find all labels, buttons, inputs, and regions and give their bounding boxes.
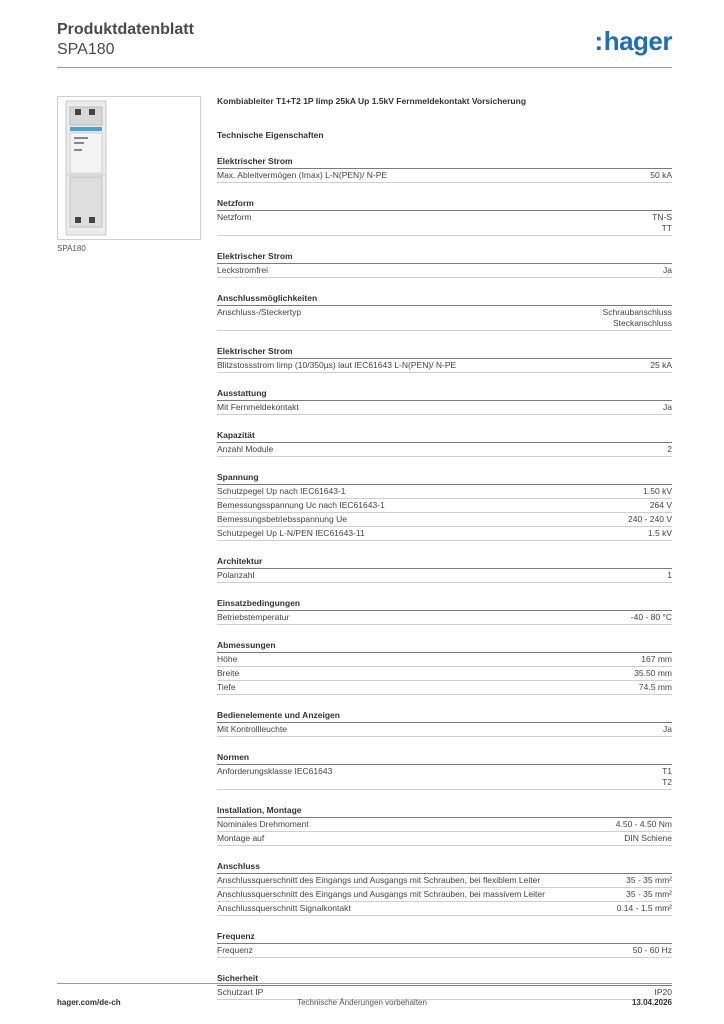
spec-section [217,639,672,695]
spec-value [657,724,672,735]
footer-notice: Technische Änderungen vorbehalten [297,998,427,1007]
spec-value-line: TT [661,223,672,233]
spec-value-line: 240 - 240 V [628,514,672,524]
spec-label: Frequenz [217,945,253,955]
spec-row [217,169,672,183]
section-title: Abmessungen [217,639,672,653]
spec-value-line: T1 [662,766,672,776]
spec-value [635,654,672,665]
spec-row [217,611,672,625]
section-title: Einsatzbedingungen [217,597,672,611]
spec-row [217,211,672,236]
spec-value [642,528,672,539]
spec-row [217,765,672,790]
spec-value-line: 25 kA [650,360,672,370]
spec-value [657,402,672,413]
section-title: Elektrischer Strom [217,345,672,359]
spec-label: Montage auf [217,833,265,843]
spec-label: Schutzpegel Up nach IEC61643-1 [217,486,346,496]
spec-value-line: Schraubanschluss [602,307,672,317]
section-title: Bedienelemente und Anzeigen [217,709,672,723]
section-title: Elektrischer Strom [217,155,672,169]
document-title: Produktdatenblatt [57,21,194,38]
spec-content [217,95,672,1000]
spec-value [657,265,672,276]
spec-label: Blitzstossstrom Iimp (10/350µs) laut IEC61643 L-N(PEN)/ N-PE [217,360,457,370]
spec-label: Anschluss-/Steckertyp [217,307,302,317]
footer-date: 13.04.2026 [631,998,672,1007]
spec-label: Höhe [217,654,238,664]
spec-row [217,818,672,832]
spec-section [217,429,672,457]
spec-value [610,819,672,830]
spec-label: Anzahl Module [217,444,274,454]
section-title: Sicherheit [217,972,672,986]
spec-value-line: 35.50 mm [634,668,672,678]
spec-row [217,485,672,499]
spec-label: Mit Kontrollleuchte [217,724,287,734]
spec-value-line: 50 kA [650,170,672,180]
spec-row [217,499,672,513]
spec-value [627,945,672,956]
spec-row [217,681,672,695]
footer-website-link[interactable]: hager.com/de-ch [57,998,121,1007]
spec-section [217,860,672,916]
spec-value-line: 35 - 35 mm² [626,889,672,899]
section-title: Elektrischer Strom [217,250,672,264]
section-title: Installation, Montage [217,804,672,818]
spec-value [649,987,673,998]
product-description: Kombiableiter T1+T2 1P Iimp 25kA Up 1.5kV Fernmeldekontakt Vorsicherung [217,96,527,106]
spec-value-line: -40 - 80 °C [630,612,672,622]
spec-value-line: Ja [663,402,672,412]
spec-value [644,360,672,371]
spec-label: Schutzart IP [217,987,264,997]
spec-row [217,944,672,958]
surge-arrester-icon [58,97,200,239]
spec-label: Anschlussquerschnitt des Eingangs und Ausgangs mit Schrauben, bei massivem Leiter [217,889,545,899]
spec-label: Breite [217,668,240,678]
spec-value [661,444,672,455]
spec-value-line: 1.5 kV [647,528,672,538]
spec-value-line: 1 [667,570,672,580]
spec-sections [217,155,672,1000]
spec-value-line: 167 mm [641,654,672,664]
logo-text: hager [603,26,672,56]
spec-row [217,359,672,373]
spec-section [217,804,672,846]
spec-section [217,972,672,1000]
spec-value-line: Steckanschluss [612,318,672,328]
section-title: Kapazität [217,429,672,443]
section-title: Frequenz [217,930,672,944]
spec-label: Bemessungsbetriebsspannung Ue [217,514,347,524]
spec-label: Leckstromfrei [217,265,269,275]
technical-properties-title: Technische Eigenschaften [217,130,324,140]
spec-value [611,903,672,914]
spec-value-line: 2 [667,444,672,454]
spec-value [656,766,672,788]
spec-value [644,500,672,511]
spec-value-line: IP20 [654,987,672,997]
spec-row [217,569,672,583]
spec-row [217,527,672,541]
spec-section [217,709,672,737]
spec-row [217,723,672,737]
product-sku: SPA180 [57,41,115,58]
spec-row [217,667,672,681]
header [57,20,194,60]
spec-label: Anschlussquerschnitt Signalkontakt [217,903,351,913]
product-image-caption: SPA180 [57,244,86,253]
spec-row [217,874,672,888]
section-title: Ausstattung [217,387,672,401]
spec-section [217,930,672,958]
spec-value [625,612,672,623]
spec-value-line: 35 - 35 mm² [626,875,672,885]
spec-value-line: T2 [662,777,672,787]
spec-section [217,387,672,415]
spec-value [637,486,672,497]
spec-row [217,653,672,667]
hager-logo [595,26,672,56]
spec-value [597,307,672,329]
spec-value-line: 264 V [649,500,672,510]
spec-label: Anschlussquerschnitt des Eingangs und Ausgangs mit Schrauben, bei flexiblem Leiter [217,875,541,885]
spec-section [217,597,672,625]
spec-section [217,471,672,541]
spec-section [217,197,672,236]
spec-label: Netzform [217,212,252,222]
spec-value [620,889,672,900]
spec-label: Bemessungsspannung Uc nach IEC61643-1 [217,500,385,510]
spec-value [661,570,672,581]
spec-section [217,751,672,790]
spec-value [628,668,672,679]
spec-value [633,682,672,693]
spec-row [217,401,672,415]
spec-value [646,212,672,234]
spec-value-line: 4.50 - 4.50 Nm [615,819,672,829]
spec-label: Mit Fernmeldekontakt [217,402,299,412]
spec-value-line: 0.14 - 1.5 mm² [616,903,672,913]
product-image [57,96,201,240]
spec-row [217,832,672,846]
spec-value-line: Ja [663,724,672,734]
spec-value [622,514,672,525]
section-title: Anschluss [217,860,672,874]
spec-section [217,292,672,331]
spec-value-line: DIN Schiene [624,833,672,843]
spec-row [217,306,672,331]
spec-value-line: 74.5 mm [638,682,672,692]
spec-value [620,875,672,886]
section-title: Normen [217,751,672,765]
spec-value [618,833,672,844]
spec-row [217,888,672,902]
spec-value-line: 50 - 60 Hz [632,945,672,955]
spec-row [217,264,672,278]
spec-section [217,250,672,278]
spec-row [217,443,672,457]
spec-value-line: 1.50 kV [643,486,672,496]
spec-section [217,155,672,183]
spec-label: Anforderungsklasse IEC61643 [217,766,333,776]
footer-divider [57,983,672,984]
spec-section [217,555,672,583]
spec-label: Schutzpegel Up L-N/PEN IEC61643-11 [217,528,365,538]
spec-value-line: Ja [663,265,672,275]
header-divider [57,67,672,68]
logo-colon-mark: : [594,26,603,56]
section-title: Netzform [217,197,672,211]
section-title: Architektur [217,555,672,569]
spec-row [217,513,672,527]
section-title: Spannung [217,471,672,485]
spec-label: Polanzahl [217,570,255,580]
spec-value [644,170,672,181]
section-title: Anschlussmöglichkeiten [217,292,672,306]
spec-label: Max. Ableitvermögen (Imax) L-N(PEN)/ N-PE [217,170,388,180]
spec-row [217,902,672,916]
spec-value-line: TN-S [652,212,672,222]
spec-section [217,345,672,373]
spec-label: Tiefe [217,682,236,692]
spec-label: Betriebstemperatur [217,612,290,622]
spec-label: Nominales Drehmoment [217,819,309,829]
